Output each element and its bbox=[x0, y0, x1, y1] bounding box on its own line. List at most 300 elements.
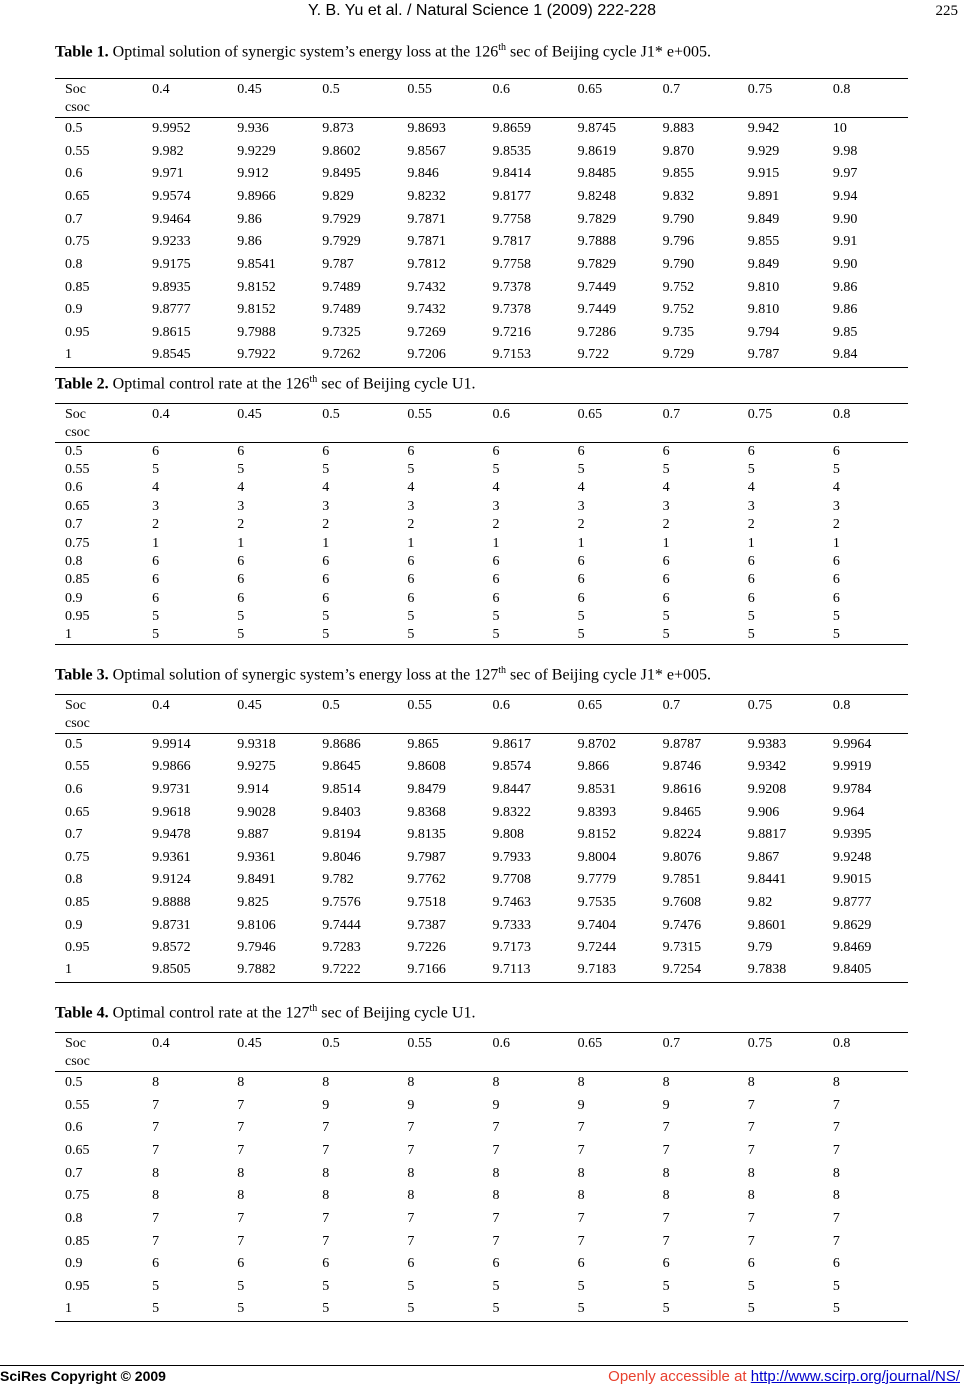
row-label-cell: 0.95 bbox=[65, 609, 90, 625]
table-cell: 5 bbox=[152, 609, 160, 625]
table-cell: 8 bbox=[832, 1075, 840, 1091]
header-corner-label: Soc bbox=[65, 407, 86, 422]
table-row bbox=[55, 1208, 908, 1231]
table-row bbox=[55, 479, 908, 497]
table-cell: 5 bbox=[492, 1301, 500, 1317]
column-header: 0.7 bbox=[662, 82, 681, 97]
table-cell: 9.7262 bbox=[322, 347, 361, 363]
row-label-cell: 0.65 bbox=[65, 498, 90, 514]
row-label-cell: 0.5 bbox=[65, 121, 83, 137]
table-cell: 9.7871 bbox=[407, 234, 446, 250]
table-cell: 2 bbox=[832, 517, 840, 533]
row-label-cell: 0.8 bbox=[65, 1210, 83, 1226]
table-cell: 9.8617 bbox=[492, 737, 531, 753]
table-cell: 1 bbox=[152, 535, 160, 551]
table-cell: 1 bbox=[577, 535, 585, 551]
column-header: 0.45 bbox=[237, 82, 262, 97]
table-cell: 7 bbox=[237, 1210, 245, 1226]
table-cell: 5 bbox=[577, 1301, 585, 1317]
column-header: 0.4 bbox=[152, 82, 170, 97]
table-cell: 6 bbox=[832, 590, 840, 606]
table-cell: 5 bbox=[662, 1301, 670, 1317]
row-label-cell: 0.6 bbox=[65, 781, 83, 797]
copyright-notice: SciRes Copyright © 2009 bbox=[0, 1368, 166, 1384]
table-3-caption bbox=[55, 665, 915, 684]
table-row bbox=[55, 443, 908, 461]
table-header-row bbox=[55, 695, 908, 734]
table-cell: 9.8731 bbox=[152, 917, 191, 933]
row-label-cell: 1 bbox=[65, 1301, 72, 1317]
table-cell: 1 bbox=[407, 535, 415, 551]
table-3-caption-tail: sec of Beijing cycle J1* e+005. bbox=[506, 666, 711, 684]
header-corner-cell bbox=[55, 79, 142, 118]
table-cell: 6 bbox=[152, 590, 160, 606]
table-cell: 9.85 bbox=[832, 325, 858, 341]
table-cell: 9.8248 bbox=[577, 188, 617, 204]
table-cell: 9.9952 bbox=[152, 121, 191, 137]
table-cell: 7 bbox=[662, 1142, 670, 1158]
table-cell: 9.7216 bbox=[492, 325, 531, 341]
table-cell: 9.8135 bbox=[407, 827, 446, 843]
table-cell: 6 bbox=[577, 572, 585, 588]
table-cell: 9.8545 bbox=[152, 347, 191, 363]
table-cell: 5 bbox=[237, 1279, 245, 1295]
table-cell: 9.7535 bbox=[577, 894, 617, 910]
table-cell: 9.8194 bbox=[322, 827, 361, 843]
table-cell: 8 bbox=[577, 1165, 585, 1181]
table-cell: 9.8232 bbox=[407, 188, 446, 204]
table-cell: 1 bbox=[832, 535, 840, 551]
table-cell: 5 bbox=[322, 462, 330, 478]
table-cell: 9.98 bbox=[832, 143, 858, 159]
table-cell: 7 bbox=[152, 1233, 160, 1249]
table-cell: 9.7226 bbox=[407, 940, 446, 956]
table-cell: 5 bbox=[237, 1301, 245, 1317]
table-cell: 9.929 bbox=[747, 143, 780, 159]
table-cell: 9.867 bbox=[747, 849, 780, 865]
table-cell: 9.9318 bbox=[237, 737, 276, 753]
table-row bbox=[55, 756, 908, 779]
table-cell: 9.883 bbox=[662, 121, 695, 137]
table-cell: 9.855 bbox=[747, 234, 780, 250]
table-cell: 9.8479 bbox=[407, 781, 446, 797]
table-cell: 9.9395 bbox=[832, 827, 872, 843]
table-cell: 9.915 bbox=[747, 166, 780, 182]
table-cell: 9.810 bbox=[747, 302, 780, 318]
table-cell: 6 bbox=[407, 443, 415, 459]
table-cell: 6 bbox=[662, 443, 670, 459]
row-label-cell: 0.65 bbox=[65, 188, 90, 204]
table-cell: 6 bbox=[237, 590, 245, 606]
table-cell: 9.829 bbox=[322, 188, 354, 204]
table-cell: 5 bbox=[407, 462, 415, 478]
table-cell: 7 bbox=[747, 1233, 755, 1249]
table-2-caption-text: Optimal control rate at the 126 bbox=[108, 375, 310, 393]
table-cell: 1 bbox=[237, 535, 245, 551]
table-cell: 7 bbox=[152, 1097, 160, 1113]
table-cell: 5 bbox=[832, 609, 840, 625]
column-header: 0.6 bbox=[492, 1036, 510, 1051]
table-cell: 9.7476 bbox=[662, 917, 702, 933]
row-label-cell: 0.55 bbox=[65, 759, 90, 775]
table-cell: 9.982 bbox=[152, 143, 184, 159]
table-cell: 9.855 bbox=[662, 166, 695, 182]
table-cell: 9.8777 bbox=[152, 302, 191, 318]
table-cell: 5 bbox=[577, 462, 585, 478]
table-cell: 9.86 bbox=[832, 279, 858, 295]
table-cell: 5 bbox=[662, 1279, 670, 1295]
row-label-cell: 0.55 bbox=[65, 143, 90, 159]
table-cell: 9.8745 bbox=[577, 121, 617, 137]
table-cell: 1 bbox=[747, 535, 755, 551]
table-cell: 9.7871 bbox=[407, 211, 446, 227]
table-cell: 9.9964 bbox=[832, 737, 872, 753]
table-cell: 9.9342 bbox=[747, 759, 787, 775]
table-cell: 9.90 bbox=[832, 256, 858, 272]
table-cell: 9.866 bbox=[577, 759, 610, 775]
journal-link[interactable]: http://www.scirp.org/journal/NS/ bbox=[750, 1368, 960, 1385]
table-cell: 8 bbox=[662, 1165, 670, 1181]
table-cell: 9.752 bbox=[662, 279, 695, 295]
table-cell: 9.8777 bbox=[832, 894, 872, 910]
table-cell: 9.8966 bbox=[237, 188, 276, 204]
table-cell: 4 bbox=[577, 480, 585, 496]
table-cell: 5 bbox=[577, 627, 585, 643]
table-cell: 8 bbox=[152, 1188, 160, 1204]
column-header: 0.75 bbox=[747, 82, 773, 97]
table-cell: 9.7929 bbox=[322, 234, 361, 250]
table-cell: 9.8601 bbox=[747, 917, 787, 933]
table-cell: 9.7829 bbox=[577, 256, 617, 272]
table-cell: 9.794 bbox=[747, 325, 780, 341]
table-cell: 9.7929 bbox=[322, 211, 361, 227]
table-cell: 9.787 bbox=[747, 347, 780, 363]
table-row bbox=[55, 1162, 908, 1185]
table-cell: 6 bbox=[577, 590, 585, 606]
table-cell: 9.7758 bbox=[492, 211, 531, 227]
table-cell: 6 bbox=[662, 572, 670, 588]
table-cell: 5 bbox=[747, 1301, 755, 1317]
table-cell: 8 bbox=[322, 1165, 330, 1181]
table-row bbox=[55, 140, 908, 163]
table-cell: 9.832 bbox=[662, 188, 695, 204]
column-header: 0.7 bbox=[662, 1036, 681, 1051]
table-cell: 8 bbox=[832, 1165, 840, 1181]
table-cell: 9.9361 bbox=[152, 849, 191, 865]
table-cell: 9.8645 bbox=[322, 759, 361, 775]
table-cell: 6 bbox=[747, 590, 755, 606]
table-cell: 9.7333 bbox=[492, 917, 531, 933]
table-cell: 7 bbox=[407, 1233, 415, 1249]
table-cell: 9.7254 bbox=[662, 962, 702, 978]
table-row bbox=[55, 254, 908, 277]
table-cell: 9.8608 bbox=[407, 759, 446, 775]
table-cell: 9.8541 bbox=[237, 256, 276, 272]
table-row bbox=[55, 779, 908, 802]
table-cell: 2 bbox=[577, 517, 585, 533]
column-header: 0.4 bbox=[152, 407, 170, 422]
table-cell: 5 bbox=[832, 627, 840, 643]
row-label-cell: 0.6 bbox=[65, 480, 83, 496]
table-cell: 9.7489 bbox=[322, 279, 361, 295]
table-cell: 9.7222 bbox=[322, 962, 361, 978]
table-cell: 6 bbox=[832, 572, 840, 588]
table-cell: 7 bbox=[237, 1233, 245, 1249]
column-header: 0.6 bbox=[492, 698, 510, 713]
table-row bbox=[55, 1072, 908, 1095]
table-cell: 9.9275 bbox=[237, 759, 276, 775]
table-cell: 3 bbox=[747, 498, 755, 514]
table-cell: 9.7153 bbox=[492, 347, 531, 363]
row-label-cell: 0.6 bbox=[65, 1120, 83, 1136]
table-cell: 9.722 bbox=[577, 347, 610, 363]
column-header: 0.4 bbox=[152, 1036, 170, 1051]
table-row bbox=[55, 846, 908, 869]
table-row bbox=[55, 231, 908, 254]
row-label-cell: 0.75 bbox=[65, 234, 90, 250]
table-row bbox=[55, 1140, 908, 1163]
table-cell: 3 bbox=[662, 498, 670, 514]
table-cell: 9.942 bbox=[747, 121, 780, 137]
row-label-cell: 0.5 bbox=[65, 737, 83, 753]
table-4-label: Table 4. bbox=[55, 1004, 109, 1022]
row-label-cell: 0.7 bbox=[65, 517, 83, 533]
table-cell: 8 bbox=[577, 1188, 585, 1204]
table-cell: 9 bbox=[492, 1097, 500, 1113]
table-cell: 9.8495 bbox=[322, 166, 361, 182]
table-2-caption-tail: sec of Beijing cycle U1. bbox=[317, 375, 476, 393]
table-row bbox=[55, 571, 908, 589]
table-cell: 7 bbox=[747, 1097, 755, 1113]
table-row bbox=[55, 516, 908, 534]
table-cell: 4 bbox=[832, 480, 840, 496]
table-3 bbox=[55, 694, 908, 983]
table-cell: 5 bbox=[832, 1279, 840, 1295]
table-1-caption-tail: sec of Beijing cycle J1* e+005. bbox=[506, 43, 711, 61]
table-cell: 9.7817 bbox=[492, 234, 531, 250]
table-cell: 9.9015 bbox=[832, 872, 872, 888]
table-cell: 9.8535 bbox=[492, 143, 531, 159]
row-label-cell: 0.9 bbox=[65, 917, 83, 933]
table-cell: 8 bbox=[152, 1165, 160, 1181]
row-label-cell: 0.65 bbox=[65, 1142, 90, 1158]
table-cell: 7 bbox=[322, 1142, 330, 1158]
table-cell: 9.787 bbox=[322, 256, 354, 272]
table-cell: 5 bbox=[832, 462, 840, 478]
table-cell: 9.9914 bbox=[152, 737, 191, 753]
table-cell: 8 bbox=[747, 1165, 755, 1181]
table-cell: 9.8702 bbox=[577, 737, 617, 753]
footer-rule bbox=[0, 1365, 964, 1366]
table-cell: 9.8465 bbox=[662, 804, 702, 820]
table-cell: 9.914 bbox=[237, 781, 269, 797]
running-head: Y. B. Yu et al. / Natural Science 1 (2009) 222-228 bbox=[307, 2, 657, 19]
row-label-cell: 0.95 bbox=[65, 1279, 90, 1295]
table-cell: 8 bbox=[237, 1188, 245, 1204]
row-label-cell: 0.95 bbox=[65, 325, 90, 341]
table-cell: 4 bbox=[237, 480, 245, 496]
table-cell: 7 bbox=[407, 1210, 415, 1226]
table-cell: 9.7378 bbox=[492, 302, 531, 318]
table-cell: 4 bbox=[152, 480, 160, 496]
table-cell: 9.9866 bbox=[152, 759, 191, 775]
table-cell: 9.8935 bbox=[152, 279, 191, 295]
table-cell: 9.9361 bbox=[237, 849, 276, 865]
table-cell: 9.7463 bbox=[492, 894, 531, 910]
table-cell: 8 bbox=[747, 1075, 755, 1091]
page-number: 225 bbox=[935, 3, 958, 19]
header-corner-label: Soc bbox=[65, 698, 86, 713]
table-cell: 6 bbox=[492, 554, 500, 570]
column-header: 0.7 bbox=[662, 698, 681, 713]
table-cell: 9.906 bbox=[747, 804, 780, 820]
table-cell: 5 bbox=[322, 627, 330, 643]
table-cell: 9.7608 bbox=[662, 894, 702, 910]
table-cell: 7 bbox=[832, 1210, 840, 1226]
table-cell: 5 bbox=[152, 1301, 160, 1317]
table-cell: 9.8574 bbox=[492, 759, 531, 775]
table-cell: 5 bbox=[747, 1279, 755, 1295]
table-cell: 8 bbox=[322, 1075, 330, 1091]
table-cell: 9.7812 bbox=[407, 256, 446, 272]
column-header: 0.6 bbox=[492, 407, 510, 422]
table-row bbox=[55, 1253, 908, 1276]
table-cell: 7 bbox=[577, 1233, 585, 1249]
table-cell: 7 bbox=[492, 1120, 500, 1136]
table-cell: 6 bbox=[407, 590, 415, 606]
table-cell: 9.8572 bbox=[152, 940, 191, 956]
row-label-cell: 0.7 bbox=[65, 1165, 83, 1181]
table-row bbox=[55, 869, 908, 892]
table-cell: 9.796 bbox=[662, 234, 695, 250]
table-cell: 9.8567 bbox=[407, 143, 446, 159]
open-access-text: Openly accessible at bbox=[608, 1368, 751, 1385]
table-row bbox=[55, 186, 908, 209]
table-row bbox=[55, 461, 908, 479]
table-cell: 9.7762 bbox=[407, 872, 446, 888]
table-cell: 7 bbox=[577, 1120, 585, 1136]
table-4-caption-tail: sec of Beijing cycle U1. bbox=[317, 1004, 476, 1022]
table-cell: 9.97 bbox=[832, 166, 858, 182]
table-cell: 9.7286 bbox=[577, 325, 617, 341]
row-label-cell: 0.75 bbox=[65, 1188, 90, 1204]
table-cell: 7 bbox=[152, 1120, 160, 1136]
column-header: 0.45 bbox=[237, 1036, 262, 1051]
row-label-cell: 0.6 bbox=[65, 166, 83, 182]
table-1-caption-sup: th bbox=[498, 42, 507, 53]
table-cell: 9.971 bbox=[152, 166, 184, 182]
table-cell: 9.7183 bbox=[577, 962, 617, 978]
table-cell: 7 bbox=[492, 1210, 500, 1226]
table-cell: 3 bbox=[322, 498, 330, 514]
table-cell: 7 bbox=[237, 1097, 245, 1113]
table-cell: 8 bbox=[237, 1165, 245, 1181]
row-label-cell: 0.8 bbox=[65, 554, 83, 570]
table-row bbox=[55, 590, 908, 608]
header-corner-label: csoc bbox=[65, 100, 90, 115]
table-cell: 5 bbox=[492, 627, 500, 643]
table-cell: 9.870 bbox=[662, 143, 695, 159]
table-cell: 7 bbox=[577, 1142, 585, 1158]
table-cell: 7 bbox=[747, 1142, 755, 1158]
row-label-cell: 0.5 bbox=[65, 1075, 83, 1091]
table-cell: 9.8787 bbox=[662, 737, 702, 753]
table-cell: 9.9574 bbox=[152, 188, 191, 204]
table-cell: 5 bbox=[662, 462, 670, 478]
table-cell: 8 bbox=[492, 1188, 500, 1204]
table-cell: 9.7206 bbox=[407, 347, 446, 363]
table-row bbox=[55, 959, 908, 982]
table-cell: 9.8629 bbox=[832, 917, 872, 933]
column-header: 0.75 bbox=[747, 1036, 773, 1051]
table-cell: 9.94 bbox=[832, 188, 858, 204]
table-row bbox=[55, 208, 908, 231]
table-cell: 1 bbox=[662, 535, 670, 551]
table-cell: 9.7779 bbox=[577, 872, 617, 888]
table-cell: 9.7888 bbox=[577, 234, 617, 250]
table-cell: 2 bbox=[492, 517, 500, 533]
table-cell: 6 bbox=[747, 1256, 755, 1272]
table-cell: 7 bbox=[832, 1142, 840, 1158]
table-cell: 8 bbox=[577, 1075, 585, 1091]
table-cell: 9.7283 bbox=[322, 940, 361, 956]
table-row bbox=[55, 1185, 908, 1208]
table-cell: 9.849 bbox=[747, 256, 780, 272]
table-cell: 9.825 bbox=[237, 894, 269, 910]
column-header: 0.65 bbox=[577, 407, 603, 422]
table-cell: 9.9175 bbox=[152, 256, 191, 272]
table-cell: 9.8616 bbox=[662, 781, 702, 797]
table-cell: 6 bbox=[747, 554, 755, 570]
table-cell: 9.8619 bbox=[577, 143, 617, 159]
row-label-cell: 0.5 bbox=[65, 443, 83, 459]
table-cell: 8 bbox=[492, 1075, 500, 1091]
table-cell: 9.7988 bbox=[237, 325, 276, 341]
table-cell: 9.86 bbox=[832, 302, 858, 318]
table-cell: 7 bbox=[747, 1120, 755, 1136]
table-cell: 5 bbox=[152, 1279, 160, 1295]
table-header-row bbox=[55, 79, 908, 118]
table-cell: 5 bbox=[577, 609, 585, 625]
column-header: 0.55 bbox=[407, 407, 432, 422]
table-cell: 7 bbox=[662, 1120, 670, 1136]
table-cell: 6 bbox=[577, 443, 585, 459]
table-cell: 9.82 bbox=[747, 894, 773, 910]
column-header: 0.45 bbox=[237, 698, 262, 713]
table-cell: 9.7315 bbox=[662, 940, 702, 956]
table-cell: 9.9124 bbox=[152, 872, 191, 888]
table-cell: 9 bbox=[577, 1097, 585, 1113]
header-corner-cell bbox=[55, 1033, 142, 1072]
table-cell: 9.86 bbox=[237, 211, 262, 227]
table-row bbox=[55, 626, 908, 644]
table-header-row bbox=[55, 404, 908, 443]
table-cell: 9.873 bbox=[322, 121, 354, 137]
table-cell: 3 bbox=[237, 498, 245, 514]
table-cell: 6 bbox=[492, 1256, 500, 1272]
table-cell: 5 bbox=[747, 462, 755, 478]
table-cell: 5 bbox=[747, 609, 755, 625]
table-cell: 9.8615 bbox=[152, 325, 191, 341]
column-header: 0.7 bbox=[662, 407, 681, 422]
table-cell: 9.9478 bbox=[152, 827, 191, 843]
table-cell: 9.752 bbox=[662, 302, 695, 318]
table-cell: 2 bbox=[407, 517, 415, 533]
row-label-cell: 0.55 bbox=[65, 462, 90, 478]
table-cell: 9.7933 bbox=[492, 849, 531, 865]
table-cell: 9.7882 bbox=[237, 962, 276, 978]
table-2 bbox=[55, 403, 908, 645]
